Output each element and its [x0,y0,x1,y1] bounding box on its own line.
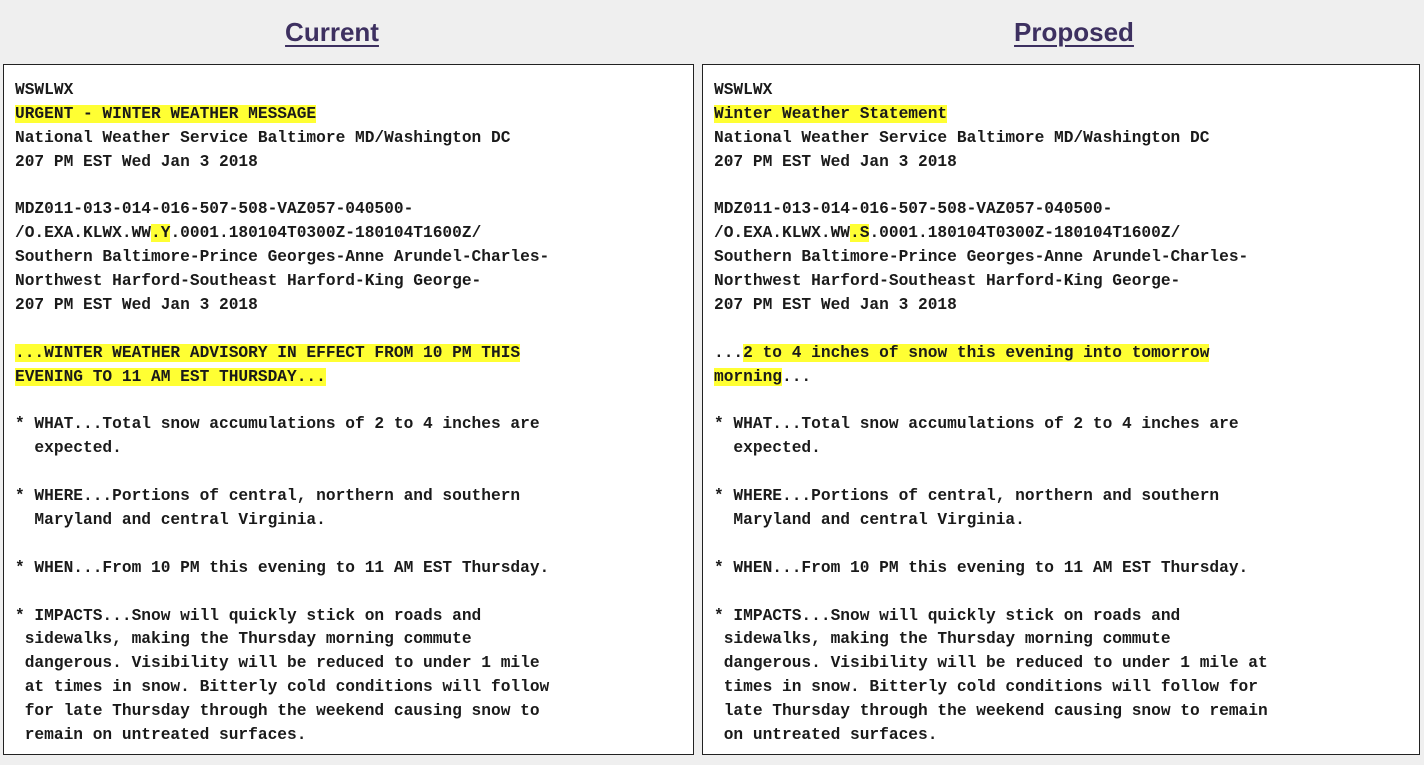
blank-line [15,390,693,414]
line-text: Southern Baltimore-Prince Georges-Anne Arundel-Charles- [714,248,1249,267]
line-text: 207 PM EST Wed Jan 3 2018 [714,152,957,171]
message-line [714,246,1419,270]
highlighted-change: .Y [151,224,171,243]
message-line [15,413,693,437]
line-text: /O.EXA.KLWX.WW [714,224,850,243]
line-text: remain on untreated surfaces. [15,726,307,745]
message-line [714,509,1419,533]
blank-line [714,581,1419,605]
message-line [15,509,693,533]
message-line [714,413,1419,437]
line-text: ... [782,367,812,386]
message-line [714,103,1419,127]
line-text: on untreated surfaces. [714,726,938,745]
line-text: Maryland and central Virginia. [15,511,326,530]
line-text: /O.EXA.KLWX.WW [15,224,151,243]
message-line [714,198,1419,222]
line-text: 207 PM EST Wed Jan 3 2018 [15,296,258,315]
message-line [714,652,1419,676]
line-text: Northwest Harford-Southeast Harford-King George- [15,272,482,291]
line-text: Northwest Harford-Southeast Harford-King George- [714,272,1181,291]
message-line [15,437,693,461]
line-text: MDZ011-013-014-016-507-508-VAZ057-040500- [714,200,1113,219]
line-text: National Weather Service Baltimore MD/Washington DC [714,128,1210,147]
message-line [15,198,693,222]
message-line [15,294,693,318]
message-line [714,437,1419,461]
proposed-message-panel [702,64,1420,755]
line-text: .0001.180104T0300Z-180104T1600Z/ [869,224,1181,243]
highlighted-change: ...WINTER WEATHER ADVISORY IN EFFECT FROM 10 PM THIS [15,343,521,362]
highlighted-change: URGENT - WINTER WEATHER MESSAGE [15,104,317,123]
message-line [15,342,693,366]
message-line [714,79,1419,103]
message-line [15,557,693,581]
blank-line [714,175,1419,199]
line-text: late Thursday through the weekend causing snow to remain [714,702,1268,721]
line-text: * WHAT...Total snow accumulations of 2 to 4 inches are [714,415,1239,434]
message-line [15,485,693,509]
message-line [15,724,693,748]
line-text: WSWLWX [714,81,773,99]
line-text: expected. [714,439,821,458]
line-text: sidewalks, making the Thursday morning commute [15,630,472,649]
message-line [15,222,693,246]
message-line [15,605,693,629]
line-text: * IMPACTS...Snow will quickly stick on roads and [15,606,482,625]
highlighted-change: Winter Weather Statement [714,104,948,123]
message-line [15,652,693,676]
line-text: for late Thursday through the weekend causing snow to [15,702,540,721]
line-text: * WHERE...Portions of central, northern and southern [714,487,1220,506]
line-text: * WHAT...Total snow accumulations of 2 to 4 inches are [15,415,540,434]
message-line [714,127,1419,151]
blank-line [15,533,693,557]
line-text: 207 PM EST Wed Jan 3 2018 [714,296,957,315]
line-text: WSWLWX [15,81,74,99]
line-text: Maryland and central Virginia. [714,511,1025,530]
current-message-panel [3,64,694,755]
message-line [15,628,693,652]
line-text: 207 PM EST Wed Jan 3 2018 [15,152,258,171]
current-heading: Current [285,17,379,47]
line-text: .0001.180104T0300Z-180104T1600Z/ [170,224,482,243]
message-line [714,485,1419,509]
blank-line [15,175,693,199]
message-line [15,127,693,151]
blank-line [714,318,1419,342]
message-line [15,79,693,103]
message-line [15,270,693,294]
blank-line [15,318,693,342]
highlighted-change: 2 to 4 inches of snow this evening into tomorrow [743,343,1210,362]
message-line [714,605,1419,629]
message-line [714,222,1419,246]
line-text: National Weather Service Baltimore MD/Washington DC [15,128,511,147]
message-line [714,557,1419,581]
message-line [714,724,1419,748]
highlighted-change: morning [714,367,782,386]
proposed-heading: Proposed [1014,17,1134,47]
message-line [15,246,693,270]
message-line [714,366,1419,390]
line-text: ... [714,343,744,362]
line-text: dangerous. Visibility will be reduced to under 1 mile at [714,654,1268,673]
message-line [714,270,1419,294]
line-text: * IMPACTS...Snow will quickly stick on roads and [714,606,1181,625]
highlighted-change: EVENING TO 11 AM EST THURSDAY... [15,367,326,386]
line-text: at times in snow. Bitterly cold conditions will follow [15,678,550,697]
message-line [714,342,1419,366]
message-line [714,628,1419,652]
blank-line [714,390,1419,414]
line-text: dangerous. Visibility will be reduced to under 1 mile [15,654,540,673]
blank-line [714,533,1419,557]
line-text: * WHEN...From 10 PM this evening to 11 AM EST Thursday. [15,558,550,577]
message-line [15,151,693,175]
proposed-message-text [714,79,1419,748]
message-line [15,103,693,127]
blank-line [15,581,693,605]
line-text: sidewalks, making the Thursday morning commute [714,630,1171,649]
message-line [15,676,693,700]
line-text: * WHERE...Portions of central, northern and southern [15,487,521,506]
message-line [714,151,1419,175]
highlighted-change: .S [850,224,870,243]
message-line [15,366,693,390]
message-line [714,700,1419,724]
message-line [714,676,1419,700]
blank-line [714,461,1419,485]
current-message-text [15,79,693,748]
line-text: * WHEN...From 10 PM this evening to 11 AM EST Thursday. [714,558,1249,577]
line-text: MDZ011-013-014-016-507-508-VAZ057-040500- [15,200,414,219]
message-line [15,700,693,724]
message-line [714,294,1419,318]
blank-line [15,461,693,485]
line-text: expected. [15,439,122,458]
line-text: times in snow. Bitterly cold conditions will follow for [714,678,1258,697]
line-text: Southern Baltimore-Prince Georges-Anne Arundel-Charles- [15,248,550,267]
